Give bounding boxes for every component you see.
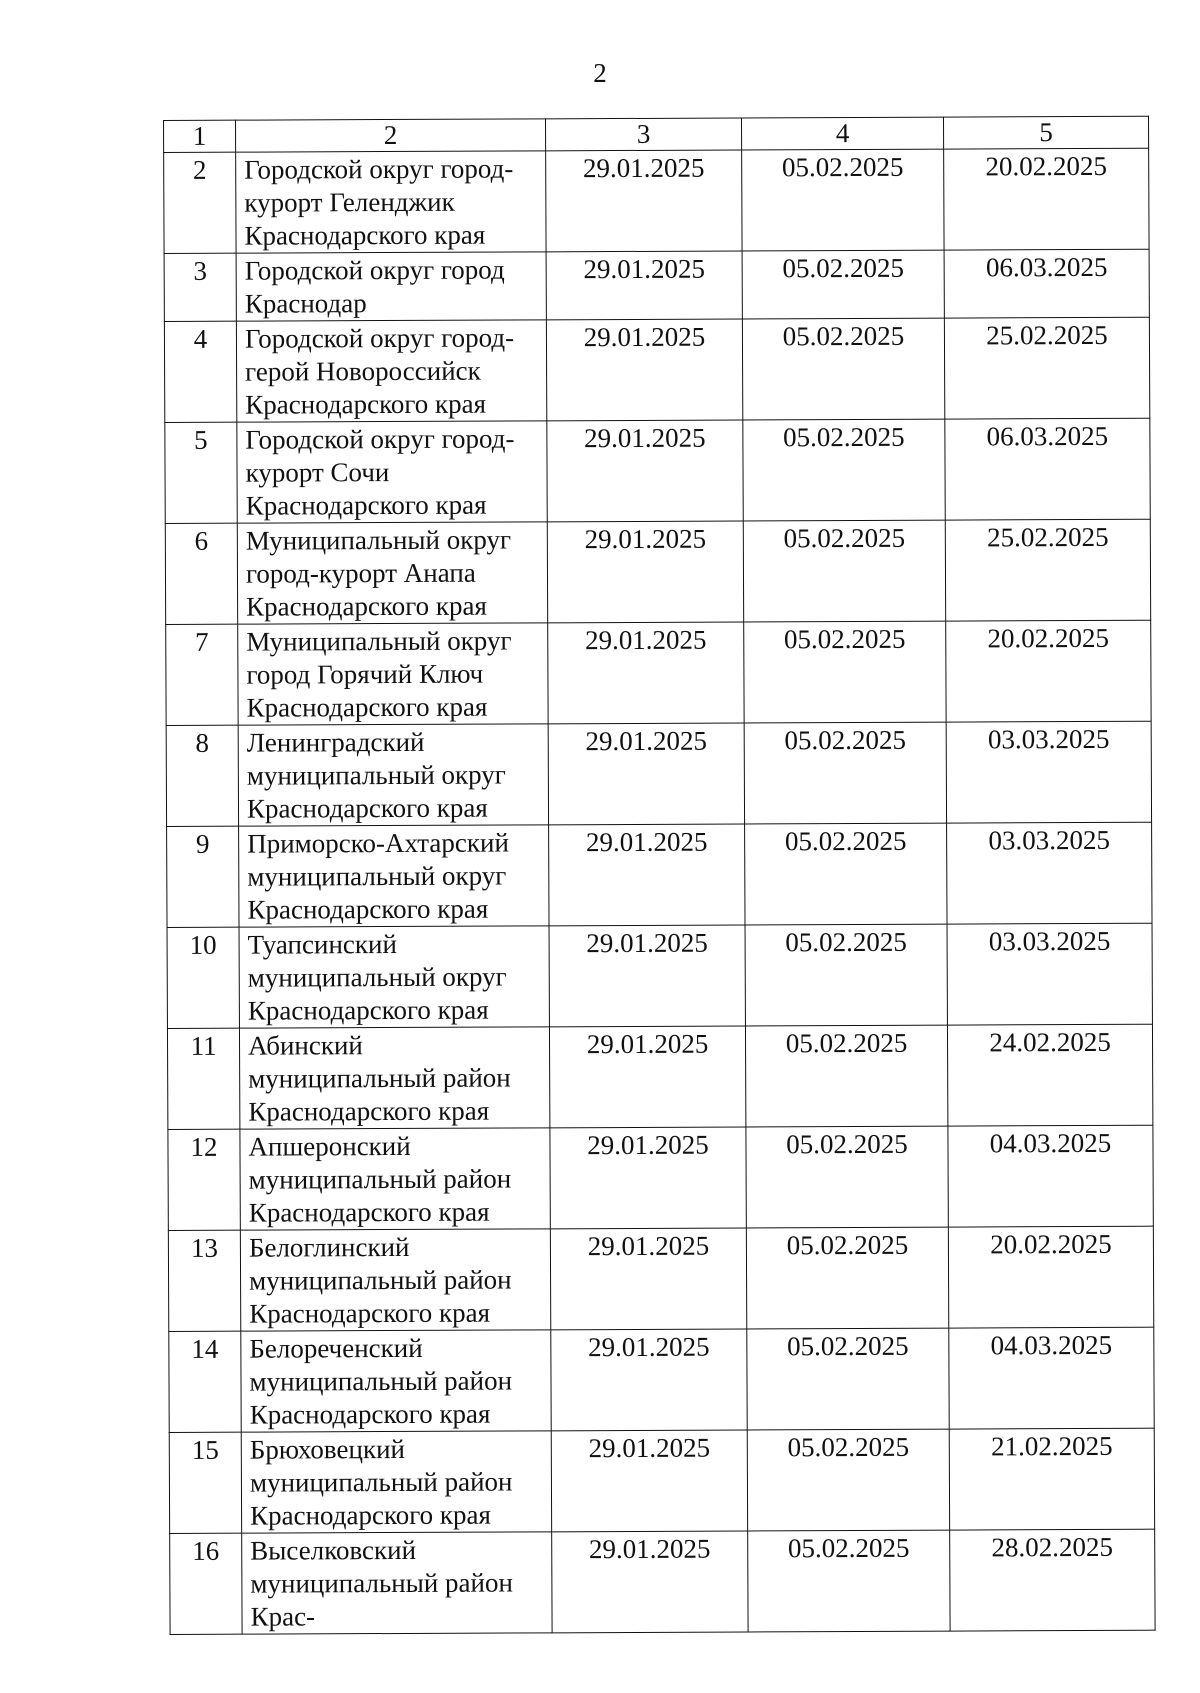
date-col-3: 29.01.2025 [550, 1228, 746, 1330]
row-number: 12 [168, 1129, 240, 1230]
date-col-4: 05.02.2025 [744, 621, 946, 723]
row-number: 16 [170, 1533, 242, 1634]
row-number: 15 [169, 1432, 241, 1533]
date-col-5: 04.03.2025 [949, 1327, 1154, 1429]
date-col-3: 29.01.2025 [547, 420, 743, 522]
table-row [167, 923, 1152, 1028]
row-number: 13 [168, 1230, 240, 1331]
row-number: 2 [164, 152, 236, 253]
row-number: 9 [167, 826, 239, 927]
date-col-4: 05.02.2025 [743, 419, 945, 521]
date-col-5: 03.03.2025 [947, 923, 1152, 1025]
date-col-4: 05.02.2025 [745, 823, 947, 925]
date-col-4: 05.02.2025 [742, 318, 944, 420]
date-col-3: 29.01.2025 [546, 319, 742, 421]
date-col-4: 05.02.2025 [742, 250, 944, 319]
date-col-4: 05.02.2025 [746, 1227, 948, 1329]
date-col-4: 05.02.2025 [745, 924, 947, 1026]
table-row [165, 519, 1150, 624]
date-col-3: 29.01.2025 [549, 925, 745, 1027]
schedule-table [163, 116, 1156, 1635]
date-col-4: 05.02.2025 [745, 1025, 947, 1127]
table-row [169, 1428, 1154, 1533]
row-number: 14 [169, 1331, 241, 1432]
date-col-5: 25.02.2025 [945, 519, 1150, 621]
table-row [165, 418, 1150, 523]
date-col-3: 29.01.2025 [551, 1430, 747, 1532]
row-number: 6 [165, 523, 237, 624]
municipality-name: Городской округ город-герой Новороссийск Краснодарского края [236, 320, 546, 422]
date-col-5: 06.03.2025 [945, 418, 1150, 520]
municipality-name: Туапсинский муниципальный округ Краснодарского края [239, 926, 549, 1028]
date-col-3: 29.01.2025 [550, 1127, 746, 1229]
municipality-name: Брюховецкий муниципальный район Краснодарского края [241, 1431, 551, 1533]
date-col-3: 29.01.2025 [546, 150, 742, 252]
table-row [170, 1529, 1155, 1634]
row-number: 11 [167, 1028, 239, 1129]
municipality-name: Муниципальный округ город-курорт Анапа Краснодарского края [237, 522, 547, 624]
municipality-name: Ленинградский муниципальный округ Краснодарского края [238, 724, 548, 826]
date-col-3: 29.01.2025 [548, 622, 744, 724]
date-col-4: 05.02.2025 [742, 149, 944, 251]
municipality-name: Апшеронский муниципальный район Краснодарского края [240, 1128, 550, 1230]
table-row [169, 1327, 1154, 1432]
table-row [164, 249, 1149, 321]
table-row [164, 148, 1149, 253]
date-col-5: 20.02.2025 [948, 1226, 1153, 1328]
row-number: 5 [165, 422, 237, 523]
municipality-name: Белореченский муниципальный район Краснодарского края [241, 1330, 551, 1432]
date-col-3: 29.01.2025 [546, 251, 742, 320]
header-cell-3: 3 [545, 118, 741, 151]
table-header-row [164, 116, 1149, 152]
header-cell-4: 4 [741, 117, 943, 150]
header-cell-5: 5 [943, 116, 1148, 149]
date-col-3: 29.01.2025 [549, 824, 745, 926]
date-col-5: 25.02.2025 [944, 317, 1149, 419]
municipality-name: Городской округ город-курорт Геленджик Краснодарского края [236, 151, 546, 253]
date-col-4: 05.02.2025 [747, 1429, 949, 1531]
page-number: 2 [593, 58, 607, 88]
date-col-3: 29.01.2025 [549, 1026, 745, 1128]
date-col-5: 20.02.2025 [946, 620, 1151, 722]
date-col-3: 29.01.2025 [547, 521, 743, 623]
date-col-3: 29.01.2025 [552, 1531, 748, 1633]
row-number: 4 [164, 321, 236, 422]
date-col-5: 20.02.2025 [944, 148, 1149, 250]
table-row [167, 822, 1152, 927]
header-cell-1: 1 [164, 120, 236, 152]
municipality-name: Белоглинский муниципальный район Краснодарского края [240, 1229, 550, 1331]
date-col-4: 05.02.2025 [743, 520, 945, 622]
date-col-5: 03.03.2025 [947, 822, 1152, 924]
municipality-name: Выселковский муниципальный район Крас- [242, 1532, 552, 1634]
row-number: 10 [167, 927, 239, 1028]
date-col-4: 05.02.2025 [744, 722, 946, 824]
municipality-name: Абинский муниципальный район Краснодарского края [239, 1027, 549, 1129]
municipality-name: Городской округ город-курорт Сочи Краснодарского края [237, 421, 547, 523]
date-col-4: 05.02.2025 [747, 1328, 949, 1430]
date-col-4: 05.02.2025 [746, 1126, 948, 1228]
row-number: 8 [166, 725, 238, 826]
date-col-5: 06.03.2025 [944, 249, 1149, 318]
table-row [164, 317, 1149, 422]
date-col-3: 29.01.2025 [551, 1329, 747, 1431]
date-col-5: 28.02.2025 [950, 1529, 1155, 1631]
table-row [168, 1226, 1153, 1331]
row-number: 7 [166, 624, 238, 725]
date-col-5: 21.02.2025 [949, 1428, 1154, 1530]
municipality-name: Городской округ город Краснодар [236, 252, 546, 321]
table-row [166, 620, 1151, 725]
date-col-4: 05.02.2025 [748, 1530, 950, 1632]
table-row [167, 1024, 1152, 1129]
date-col-3: 29.01.2025 [548, 723, 744, 825]
date-col-5: 24.02.2025 [947, 1024, 1152, 1126]
row-number: 3 [164, 253, 236, 321]
date-col-5: 04.03.2025 [948, 1125, 1153, 1227]
table-row [168, 1125, 1153, 1230]
municipality-name: Муниципальный округ город Горячий Ключ Краснодарского края [238, 623, 548, 725]
table-row [166, 721, 1151, 826]
municipality-name: Приморско-Ахтарский муниципальный округ Краснодарского края [239, 825, 549, 927]
date-col-5: 03.03.2025 [946, 721, 1151, 823]
header-cell-2: 2 [236, 119, 546, 152]
